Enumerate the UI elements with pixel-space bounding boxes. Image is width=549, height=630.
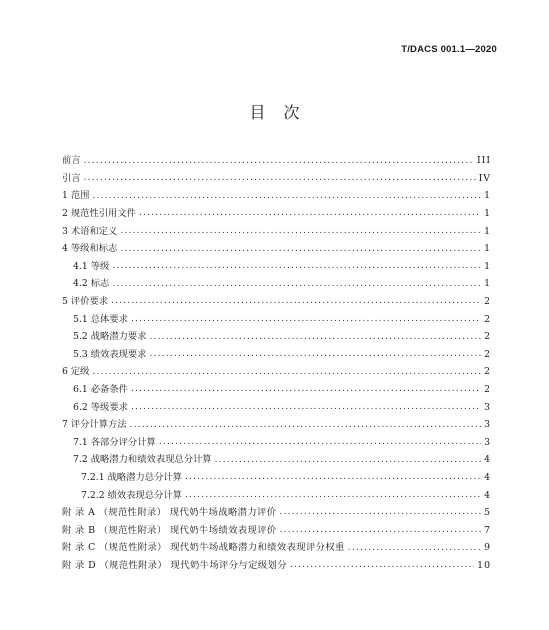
toc-entry-label: 引言: [62, 172, 81, 184]
toc-dot-leader: [150, 333, 482, 342]
toc-dot-leader: [279, 508, 481, 517]
toc-dot-leader: [112, 280, 481, 289]
toc-dot-leader: [131, 315, 481, 324]
toc-entry-label: 附 录 A （规范性附录） 现代奶牛场战略潜力评价: [62, 507, 277, 519]
toc-page-number: 4: [484, 471, 491, 483]
toc-page-number: 3: [484, 419, 491, 431]
toc-dot-leader: [111, 297, 481, 306]
toc-dot-leader: [185, 491, 481, 500]
toc-entry-label: 前言: [62, 155, 81, 167]
toc-entry[interactable]: [62, 412, 491, 430]
toc-entry[interactable]: [62, 166, 491, 184]
document-code: T/DACS 001.1—2020: [401, 44, 497, 55]
toc-page-number: 2: [484, 384, 491, 396]
toc-page-number: 9: [484, 542, 491, 554]
toc-page-number: 3: [484, 401, 491, 413]
toc-appendix-entry[interactable]: [62, 500, 491, 518]
toc-entry-label: 1 范围: [62, 190, 90, 202]
toc-entry-label: 2 规范性引用文件: [62, 208, 136, 220]
toc-entry[interactable]: [62, 342, 491, 360]
toc-entry[interactable]: [62, 394, 491, 412]
toc-entry-label: 附 录 B （规范性附录） 现代奶牛场绩效表现评价: [62, 524, 277, 536]
toc-dot-leader: [131, 403, 481, 412]
toc-dot-leader: [84, 157, 474, 166]
toc-entry[interactable]: [62, 148, 491, 166]
toc-entry-label: 5.2 战略潜力要求: [73, 331, 147, 343]
toc-entry-label: 7.2.2 绩效表现总分计算: [81, 489, 182, 501]
toc-dot-leader: [130, 421, 481, 430]
toc-entry[interactable]: [62, 377, 491, 395]
toc-entry[interactable]: [62, 271, 491, 289]
toc-page-number: 3: [484, 436, 491, 448]
toc-entry-label: 5 评价要求: [62, 296, 109, 308]
toc-page-number: 4: [484, 489, 491, 501]
toc-entry[interactable]: [62, 306, 491, 324]
toc-entry-label: 6 定级: [62, 366, 90, 378]
toc-page-number: 2: [484, 348, 491, 360]
toc-dot-leader: [120, 227, 481, 236]
table-of-contents: [62, 148, 491, 570]
toc-entry-label: 附 录 C （规范性附录） 现代奶牛场战略潜力和绩效表现评分权重: [62, 542, 345, 554]
toc-dot-leader: [215, 456, 481, 465]
toc-page-number: 5: [484, 507, 491, 519]
toc-page-number: 2: [484, 313, 491, 325]
toc-entry[interactable]: [62, 201, 491, 219]
toc-entry[interactable]: [62, 482, 491, 500]
toc-entry-label: 5.3 绩效表现要求: [73, 348, 147, 360]
toc-page-number: 1: [484, 190, 491, 202]
toc-page-number: 1: [484, 278, 491, 290]
toc-entry[interactable]: [62, 430, 491, 448]
toc-page-number: 2: [484, 366, 491, 378]
toc-page-number: 1: [484, 225, 491, 237]
toc-dot-leader: [280, 526, 481, 535]
toc-entry-label: 7.2.1 战略潜力总分计算: [81, 471, 182, 483]
toc-entry-label: 附 录 D （规范性附录） 现代奶牛场评分与定级划分: [62, 559, 287, 571]
toc-page-number: 2: [484, 331, 491, 343]
toc-entry-label: 7.1 各部分评分计算: [73, 436, 156, 448]
toc-page-number: 4: [484, 454, 491, 466]
toc-dot-leader: [112, 262, 481, 271]
toc-entry[interactable]: [62, 447, 491, 465]
toc-page-number: 1: [484, 243, 491, 255]
toc-entry[interactable]: [62, 324, 491, 342]
toc-page-number: III: [476, 155, 491, 167]
toc-entry-label: 3 术语和定义: [62, 225, 118, 237]
toc-entry-label: 6.1 必备条件: [73, 384, 128, 396]
toc-entry[interactable]: [62, 218, 491, 236]
toc-dot-leader: [185, 473, 481, 482]
toc-dot-leader: [159, 438, 481, 447]
toc-dot-leader: [120, 245, 481, 254]
toc-entry[interactable]: [62, 254, 491, 272]
toc-dot-leader: [84, 174, 476, 183]
toc-page-number: 1: [484, 208, 491, 220]
toc-dot-leader: [139, 209, 481, 218]
toc-page-number: 10: [477, 559, 491, 571]
toc-entry-label: 7.2 战略潜力和绩效表现总分计算: [73, 454, 212, 466]
toc-entry-label: 7 评分计算方法: [62, 419, 127, 431]
toc-entry-label: 4.1 等级: [73, 260, 110, 272]
toc-page-number: 7: [484, 524, 491, 536]
toc-page-number: IV: [478, 172, 491, 184]
toc-entry[interactable]: [62, 465, 491, 483]
toc-dot-leader: [131, 385, 481, 394]
toc-entry[interactable]: [62, 289, 491, 307]
toc-dot-leader: [92, 192, 481, 201]
toc-entry[interactable]: [62, 359, 491, 377]
toc-entry[interactable]: [62, 236, 491, 254]
toc-entry-label: 4 等级和标志: [62, 243, 118, 255]
toc-appendix-entry[interactable]: [62, 553, 491, 571]
toc-dot-leader: [150, 350, 482, 359]
toc-appendix-entry[interactable]: [62, 535, 491, 553]
toc-dot-leader: [92, 368, 481, 377]
toc-appendix-entry[interactable]: [62, 517, 491, 535]
toc-dot-leader: [348, 544, 481, 553]
page-title: 目次: [249, 103, 318, 122]
toc-entry[interactable]: [62, 183, 491, 201]
toc-page-number: 1: [484, 260, 491, 272]
toc-entry-label: 5.1 总体要求: [73, 313, 128, 325]
toc-entry-label: 4.2 标志: [73, 278, 110, 290]
toc-page-number: 2: [484, 296, 491, 308]
toc-dot-leader: [290, 561, 474, 570]
toc-entry-label: 6.2 等级要求: [73, 401, 128, 413]
